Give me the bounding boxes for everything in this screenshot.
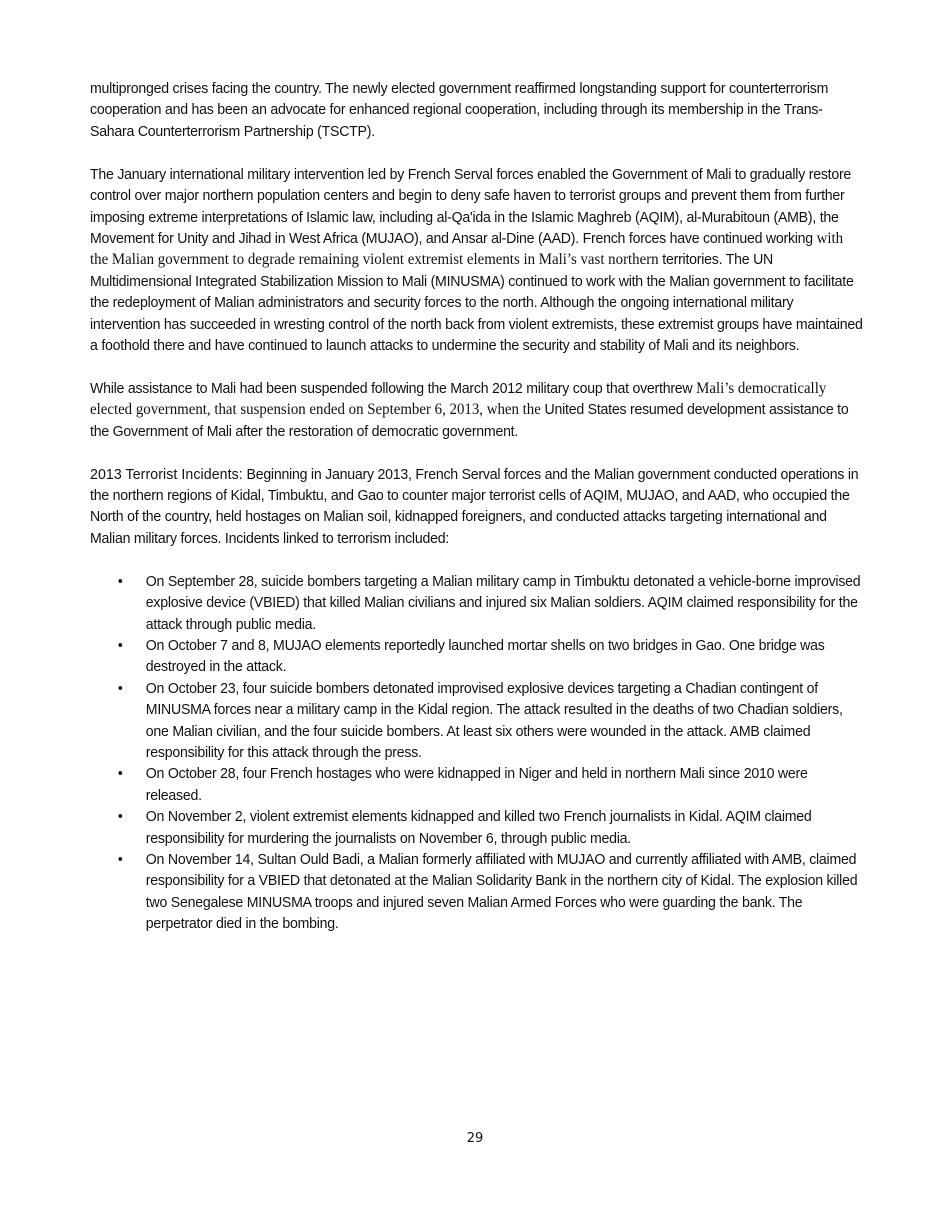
paragraph-assistance	[90, 378, 865, 442]
paragraph-text-serif: with the Malian government to degrade remaining violent extremist elements in Mali’s vast northern	[90, 229, 844, 269]
paragraph-text: United States resumed development assistance to the Government of Mali after the restoration of democratic government.	[90, 401, 849, 440]
list-item-text: On November 2, violent extremist elements kidnapped and killed two French journalists in Kidal. AQIM claimed responsibility for murdering the journalists on November 6, through public media.	[145, 808, 812, 847]
document-body	[90, 78, 865, 935]
list-item-text: On October 7 and 8, MUJAO elements reportedly launched mortar shells on two bridges in Gao. One bridge was destroyed in the attack.	[145, 636, 825, 676]
bullet-icon: •	[117, 679, 123, 697]
paragraph-text: While assistance to Mali had been suspended following the March 2012 military coup that overthrew	[90, 379, 693, 397]
paragraph-military-intervention	[90, 164, 865, 357]
paragraph-text: The January international military intervention led by French Serval forces enabled the Government of Mali to gradually restore control over major northern population centers and begin to deny safe haven to terrorist groups and prevent them from further imposing extreme interpretations of Islamic law, including al-Qa'ida in the Islamic Maghreb (AQIM), al-Murabitoun (AMB), the Movement for Unity and Jihad in West Africa (MUJAO), and Ansar al-Dine (AAD). French forces have continued working	[90, 165, 852, 247]
paragraph-text: Beginning in January 2013, French Serval forces and the Malian government conducted operations in the northern regions of Kidal, Timbuktu, and Gao to counter major terrorist cells of AQIM, MUJAO, and AAD, who occupied the North of the country, held hostages on Malian soil, kidnapped foreigners, and conducted attacks targeting international and Malian military forces. Incidents linked to terrorism included:	[90, 465, 859, 547]
paragraph-text: territories. The UN Multidimensional Integrated Stabilization Mission to Mali (MINUSMA) continued to work with the Malian government to facilitate the redeployment of Malian administrators and security forces to the north. Although the ongoing international military intervention has succeeded in wresting control of the north back from violent extremists, these extremist groups have maintained a foothold there and have continued to launch attacks to undermine the security and stability of Mali and its neighbors.	[90, 251, 863, 354]
list-item-text: On September 28, suicide bombers targeting a Malian military camp in Timbuktu detonated a vehicle-borne improvised explosive device (VBIED) that killed Malian civilians and injured six Malian soldiers. AQIM claimed responsibility for the attack through public media.	[145, 572, 861, 633]
paragraph-terrorist-incidents	[90, 464, 865, 550]
bullet-icon: •	[117, 636, 123, 654]
bullet-icon: •	[117, 808, 123, 826]
paragraph-text-serif: Mali’s democratically elected government, that suspension ended on September 6, 2013, when the	[90, 379, 827, 419]
list-item	[117, 763, 865, 806]
list-item-text: On November 14, Sultan Ould Badi, a Malian formerly affiliated with MUJAO and currently affiliated with AMB, claimed responsibility for a VBIED that detonated at the Malian Solidarity Bank in the northern city of Kidal. The explosion killed two Senegalese MINUSMA troops and injured seven Malian Armed Forces who were guarding the bank. The perpetrator died in the bombing.	[145, 851, 858, 933]
page-number: 29	[466, 1131, 484, 1146]
incident-list	[90, 571, 865, 935]
bullet-icon: •	[117, 851, 123, 868]
bullet-icon: •	[117, 572, 123, 590]
list-item	[117, 678, 865, 764]
list-item	[117, 806, 865, 849]
list-item-text: On October 23, four suicide bombers detonated improvised explosive devices targeting a Chadian contingent of MINUSMA forces near a military camp in the Kidal region. The attack resulted in the deaths of two Chadian soldiers, one Malian civilian, and the four suicide bombers. At least six others were wounded in the attack. AMB claimed responsibility for this attack through the press.	[145, 679, 843, 761]
paragraph-government-support	[90, 78, 865, 142]
list-item	[117, 635, 865, 678]
paragraph-text: multipronged crises facing the country. The newly elected government reaffirmed longstanding support for counterterrorism cooperation and has been an advocate for enhanced regional cooperation, including through its membership in the Trans-Sahara Counterterrorism Partnership (TSCTP).	[90, 80, 829, 140]
section-heading: 2013 Terrorist Incidents:	[90, 465, 243, 483]
list-item	[117, 571, 865, 635]
bullet-icon: •	[117, 765, 123, 783]
list-item	[117, 849, 865, 935]
list-item-text: On October 28, four French hostages who were kidnapped in Niger and held in northern Mali since 2010 were released.	[145, 765, 808, 804]
